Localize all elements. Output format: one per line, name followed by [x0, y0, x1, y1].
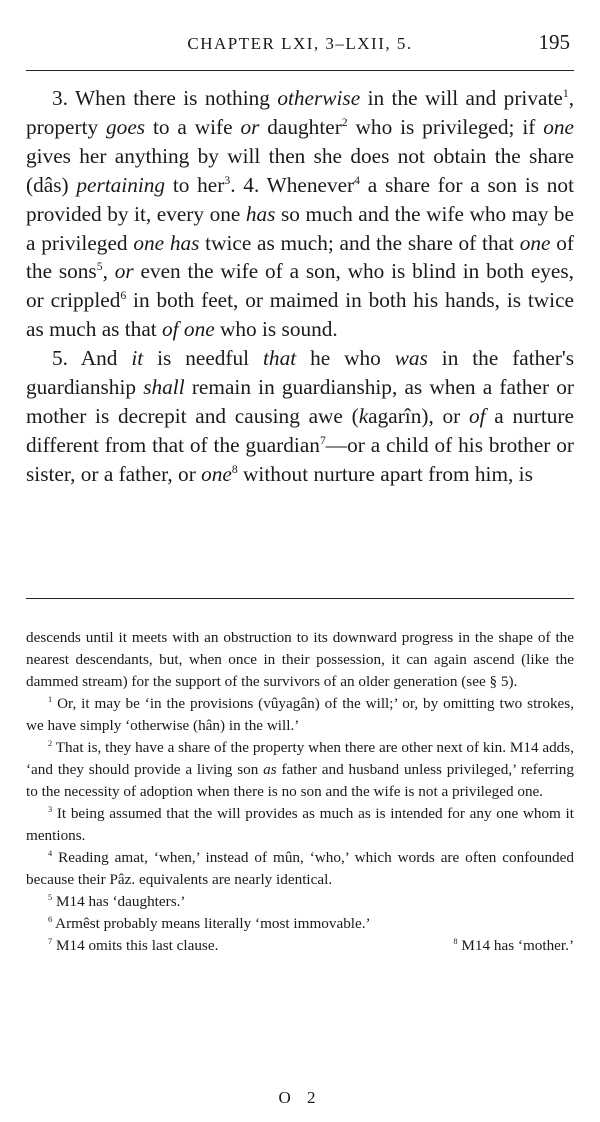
footnote-3: $^3$ It being assumed that the will provides as much as is intended for any one whom it mentions.: [26, 805, 574, 844]
main-text: [26, 84, 574, 489]
paragraph-section-5: 5. And it is needful that he who was in the father's guardianship shall remain in guardianship, as when a father or mother is decrepit and causing awe (kagarîn), or of a nurture different from that of the guardian$^7$—or a child of his brother or sister, or a father, or one$^8$ without nurture apart from him, is: [26, 346, 574, 486]
footnotes: [26, 627, 574, 957]
footnote-7: $^7$ M14 omits this last clause.: [48, 937, 219, 954]
footnote-ref-3: 3: [224, 173, 231, 187]
footnote-2: $^2$ That is, they have a share of the property when there are other next of kin. M14 adds, ‘and they should provide a living son as father and husband unless privileged,’ referring to the necessity of adoption when there is no son and the wife is not a privileged one.: [26, 739, 574, 800]
page-header: [26, 30, 574, 60]
footnote-8: $^8$ M14 has ‘mother.’: [453, 937, 574, 954]
footnote-ref-7: 7: [319, 433, 326, 447]
footnote-5: $^5$ M14 has ‘daughters.’: [48, 893, 186, 910]
footnotes-7-8: [26, 935, 574, 957]
footnote-ref-1: 1: [562, 86, 569, 100]
footnote-ref-2: 2: [341, 115, 348, 129]
footnote-ref-6: 6: [120, 289, 127, 303]
footnote-ref-4: 4: [354, 173, 361, 187]
footnote-continued: descends until it meets with an obstruction to its downward progress in the shape of the nearest descendants, but, when once in their possession, it can again ascend (like the dammed stream) for the support of the survivors of an older generation (see § 5).: [26, 629, 574, 690]
footnote-4: $^4$ Reading amat, ‘when,’ instead of mûn, ‘who,’ which words are often confounded because their Pâz. equivalents are nearly identical.: [26, 849, 574, 888]
header-rule: [26, 70, 574, 71]
running-head: CHAPTER LXI, 3–LXII, 5.: [187, 34, 413, 53]
paragraph-sections-3-4: 3. When there is nothing otherwise in the will and private$^1$, property goes to a wife or daughter$^2$ who is privileged; if one gives her anything by will then she does not obtain the share (dâs) pertaining to her$^3$. 4. Whenever$^4$ a share for a son is not provided by it, every one has so much and the wife who may be a privileged one has twice as much; and the share of that one of the sons$^5$, or even the wife of a son, who is blind in both eyes, or crippled$^6$ in both feet, or maimed in both his hands, is twice as much as that of one who is sound.: [26, 86, 575, 342]
signature-mark: O 2: [278, 1088, 322, 1107]
footnote-1: $^1$ Or, it may be ‘in the provisions (vûyagân) of the will;’ or, by omitting two strokes, we have simply ‘otherwise (hân) in the will.’: [26, 695, 574, 734]
footnote-ref-5: 5: [96, 260, 103, 274]
footnote-rule: [26, 598, 574, 599]
footnote-ref-8: 8: [231, 462, 238, 476]
page-number: 195: [538, 30, 570, 54]
footnote-6: $^6$ Armêst probably means literally ‘most immovable.’: [48, 915, 371, 932]
